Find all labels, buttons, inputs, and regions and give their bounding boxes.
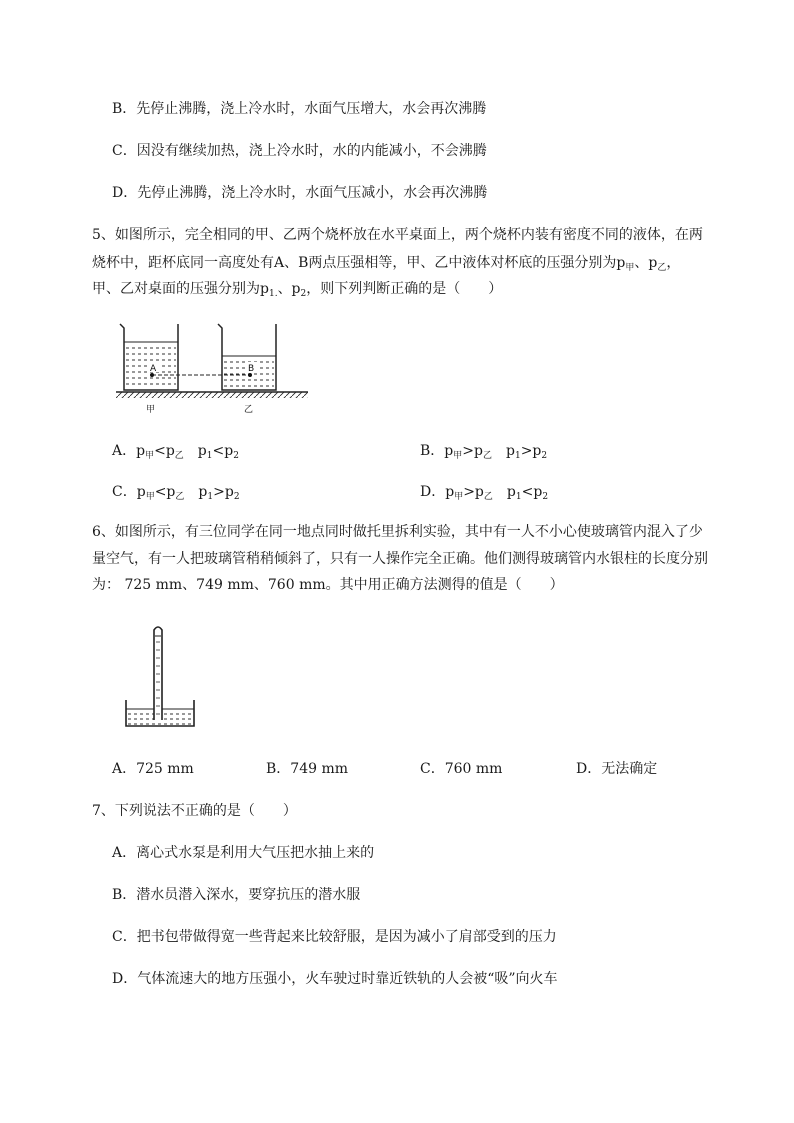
q4-option-d: D．先停止沸腾，浇上冷水时，水面气压减小，水会再次沸腾 (112, 185, 488, 201)
q4-option-c: C．因没有继续加热，浇上冷水时，水的内能减小，不会沸腾 (112, 143, 487, 159)
q5-option-d: D．$p_甲>p_乙$ $p_1<p_2$ (420, 484, 549, 502)
beaker-left-label: 甲 (146, 405, 156, 415)
q5-option-c: C．$p_甲<p_乙$ $p_1>p_2$ (112, 484, 240, 502)
beaker-right-label: 乙 (244, 405, 254, 415)
q7-option-c: C．把书包带做得宽一些背起来比较舒服，是因为减小了肩部受到的压力 (112, 929, 557, 945)
q5-stem-line1: 5、如图所示，完全相同的甲、乙两个烧杯放在水平桌面上，两个烧杯内装有密度不同的液体，在两 (92, 227, 703, 243)
q5-option-b: B．$p_甲>p_乙$ $p_1>p_2$ (420, 443, 548, 461)
q5-option-a: A．$p_甲<p_乙$ $p_1<p_2$ (112, 443, 239, 461)
q7-option-a: A．离心式水泵是利用大气压把水抽上来的 (112, 845, 375, 861)
q6-option-b: B．749 mm (266, 761, 349, 777)
q4-option-b: B．先停止沸腾，浇上冷水时，水面气压增大，水会再次沸腾 (112, 101, 487, 117)
q5-stem-line2: 烧杯中，距杯底同一高度处有A、B两点压强相等，甲、乙中液体对杯底的压强分别为$p_甲$、$p_乙$， (92, 255, 681, 273)
q6-stem-line3: 为： 725 mm、749 mm、760 mm。其中用正确方法测得的值是（ ） (92, 577, 564, 593)
q7-option-b: B．潜水员潜入深水，要穿抗压的潜水服 (112, 887, 361, 903)
q6-option-a: A．725 mm (112, 761, 194, 777)
q5-beakers-figure (112, 318, 312, 416)
point-a-label: A (150, 364, 157, 374)
q6-torricelli-figure (118, 622, 204, 732)
q6-option-d: D．无法确定 (576, 761, 658, 777)
q6-stem-line2: 量空气，有一人把玻璃管稍稍倾斜了，只有一人操作完全正确。他们测得玻璃管内水银柱的长度分别 (92, 551, 708, 567)
q6-stem-line1: 6、如图所示，有三位同学在同一地点同时做托里拆利实验，其中有一人不小心使玻璃管内混入了少 (92, 524, 703, 540)
q7-option-d: D．气体流速大的地方压强小，火车驶过时靠近铁轨的人会被“吸”向火车 (112, 971, 558, 987)
q6-option-c: C．760 mm (420, 761, 503, 777)
q7-stem: 7、下列说法不正确的是（ ） (92, 803, 297, 819)
point-b-label: B (248, 364, 255, 374)
q5-stem-line3: 甲、乙对桌面的压强分别为$p_{1.}$、$p_2$，则下列判断正确的是（ ） (92, 281, 503, 299)
